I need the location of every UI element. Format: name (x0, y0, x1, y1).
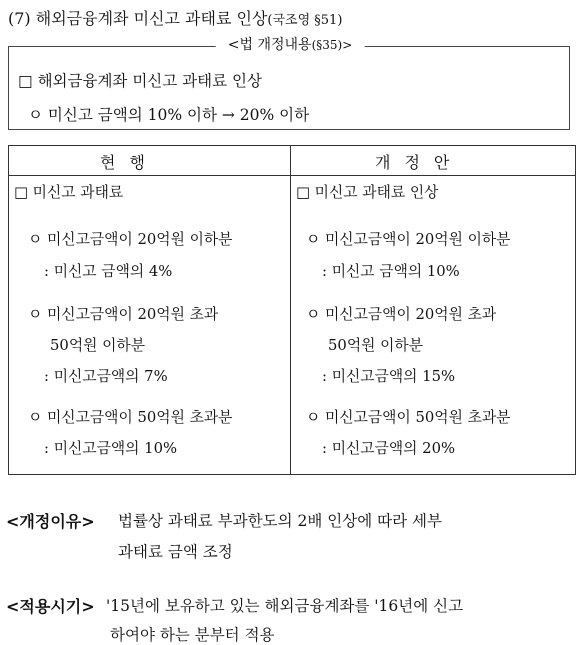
current-item-2-line3: : 미신고금액의 7% (44, 368, 168, 385)
amendment-summary-legend (216, 34, 365, 54)
reason-text-line1: 법률상 과태료 부과한도의 2배 인상에 따라 세부 (118, 512, 442, 530)
revised-item-2-line1: ㅇ 미신고금액이 20억원 초과 (306, 306, 497, 323)
section-title-text: (7) 해외금융계좌 미신고 과태료 인상 (8, 9, 268, 28)
header-current: 현행 (100, 153, 159, 172)
current-item-3-line2: : 미신고금액의 10% (44, 440, 178, 457)
current-item-1-line1: ㅇ 미신고금액이 20억원 이하분 (28, 231, 233, 248)
revised-item-3-line1: ㅇ 미신고금액이 50억원 초과분 (306, 409, 511, 426)
effective-date-label: <적용시기> (6, 597, 95, 616)
revised-item-2-line3: : 미신고금액의 15% (322, 368, 456, 385)
legend-text: <법 개정내용 (227, 37, 312, 53)
current-item-1-line2: : 미신고 금액의 4% (44, 263, 173, 280)
section-title-ref: (국조영 §51) (267, 13, 343, 28)
revised-heading: □ 미신고 과태료 인상 (296, 184, 439, 201)
header-revised: 개정안 (375, 153, 464, 172)
section-title (8, 6, 342, 29)
legend-ref: (§35)> (311, 38, 353, 52)
effective-text-line1: '15년에 보유하고 있는 해외금융계좌를 '16년에 신고 (106, 597, 464, 615)
current-item-2-line1: ㅇ 미신고금액이 20억원 초과 (28, 306, 219, 323)
summary-line-heading: □ 해외금융계좌 미신고 과태료 인상 (18, 72, 262, 90)
revised-item-1-line1: ㅇ 미신고금액이 20억원 이하분 (306, 231, 511, 248)
reason-text-line2: 과태료 금액 조정 (118, 543, 233, 561)
summary-line-detail: ㅇ 미신고 금액의 10% 이하 → 20% 이하 (28, 106, 310, 124)
revised-item-3-line2: : 미신고금액의 20% (322, 440, 456, 457)
current-item-3-line1: ㅇ 미신고금액이 50억원 초과분 (28, 409, 233, 426)
current-heading: □ 미신고 과태료 (14, 184, 124, 201)
revised-item-1-line2: : 미신고 금액의 10% (322, 263, 460, 280)
table-header-divider (8, 175, 576, 176)
current-item-2-line2: 50억원 이하분 (50, 337, 146, 354)
effective-text-line2: 하여야 하는 분부터 적용 (110, 626, 275, 644)
revised-item-2-line2: 50억원 이하분 (328, 337, 424, 354)
reason-label: <개정이유> (6, 512, 95, 531)
table-column-divider (290, 145, 291, 475)
